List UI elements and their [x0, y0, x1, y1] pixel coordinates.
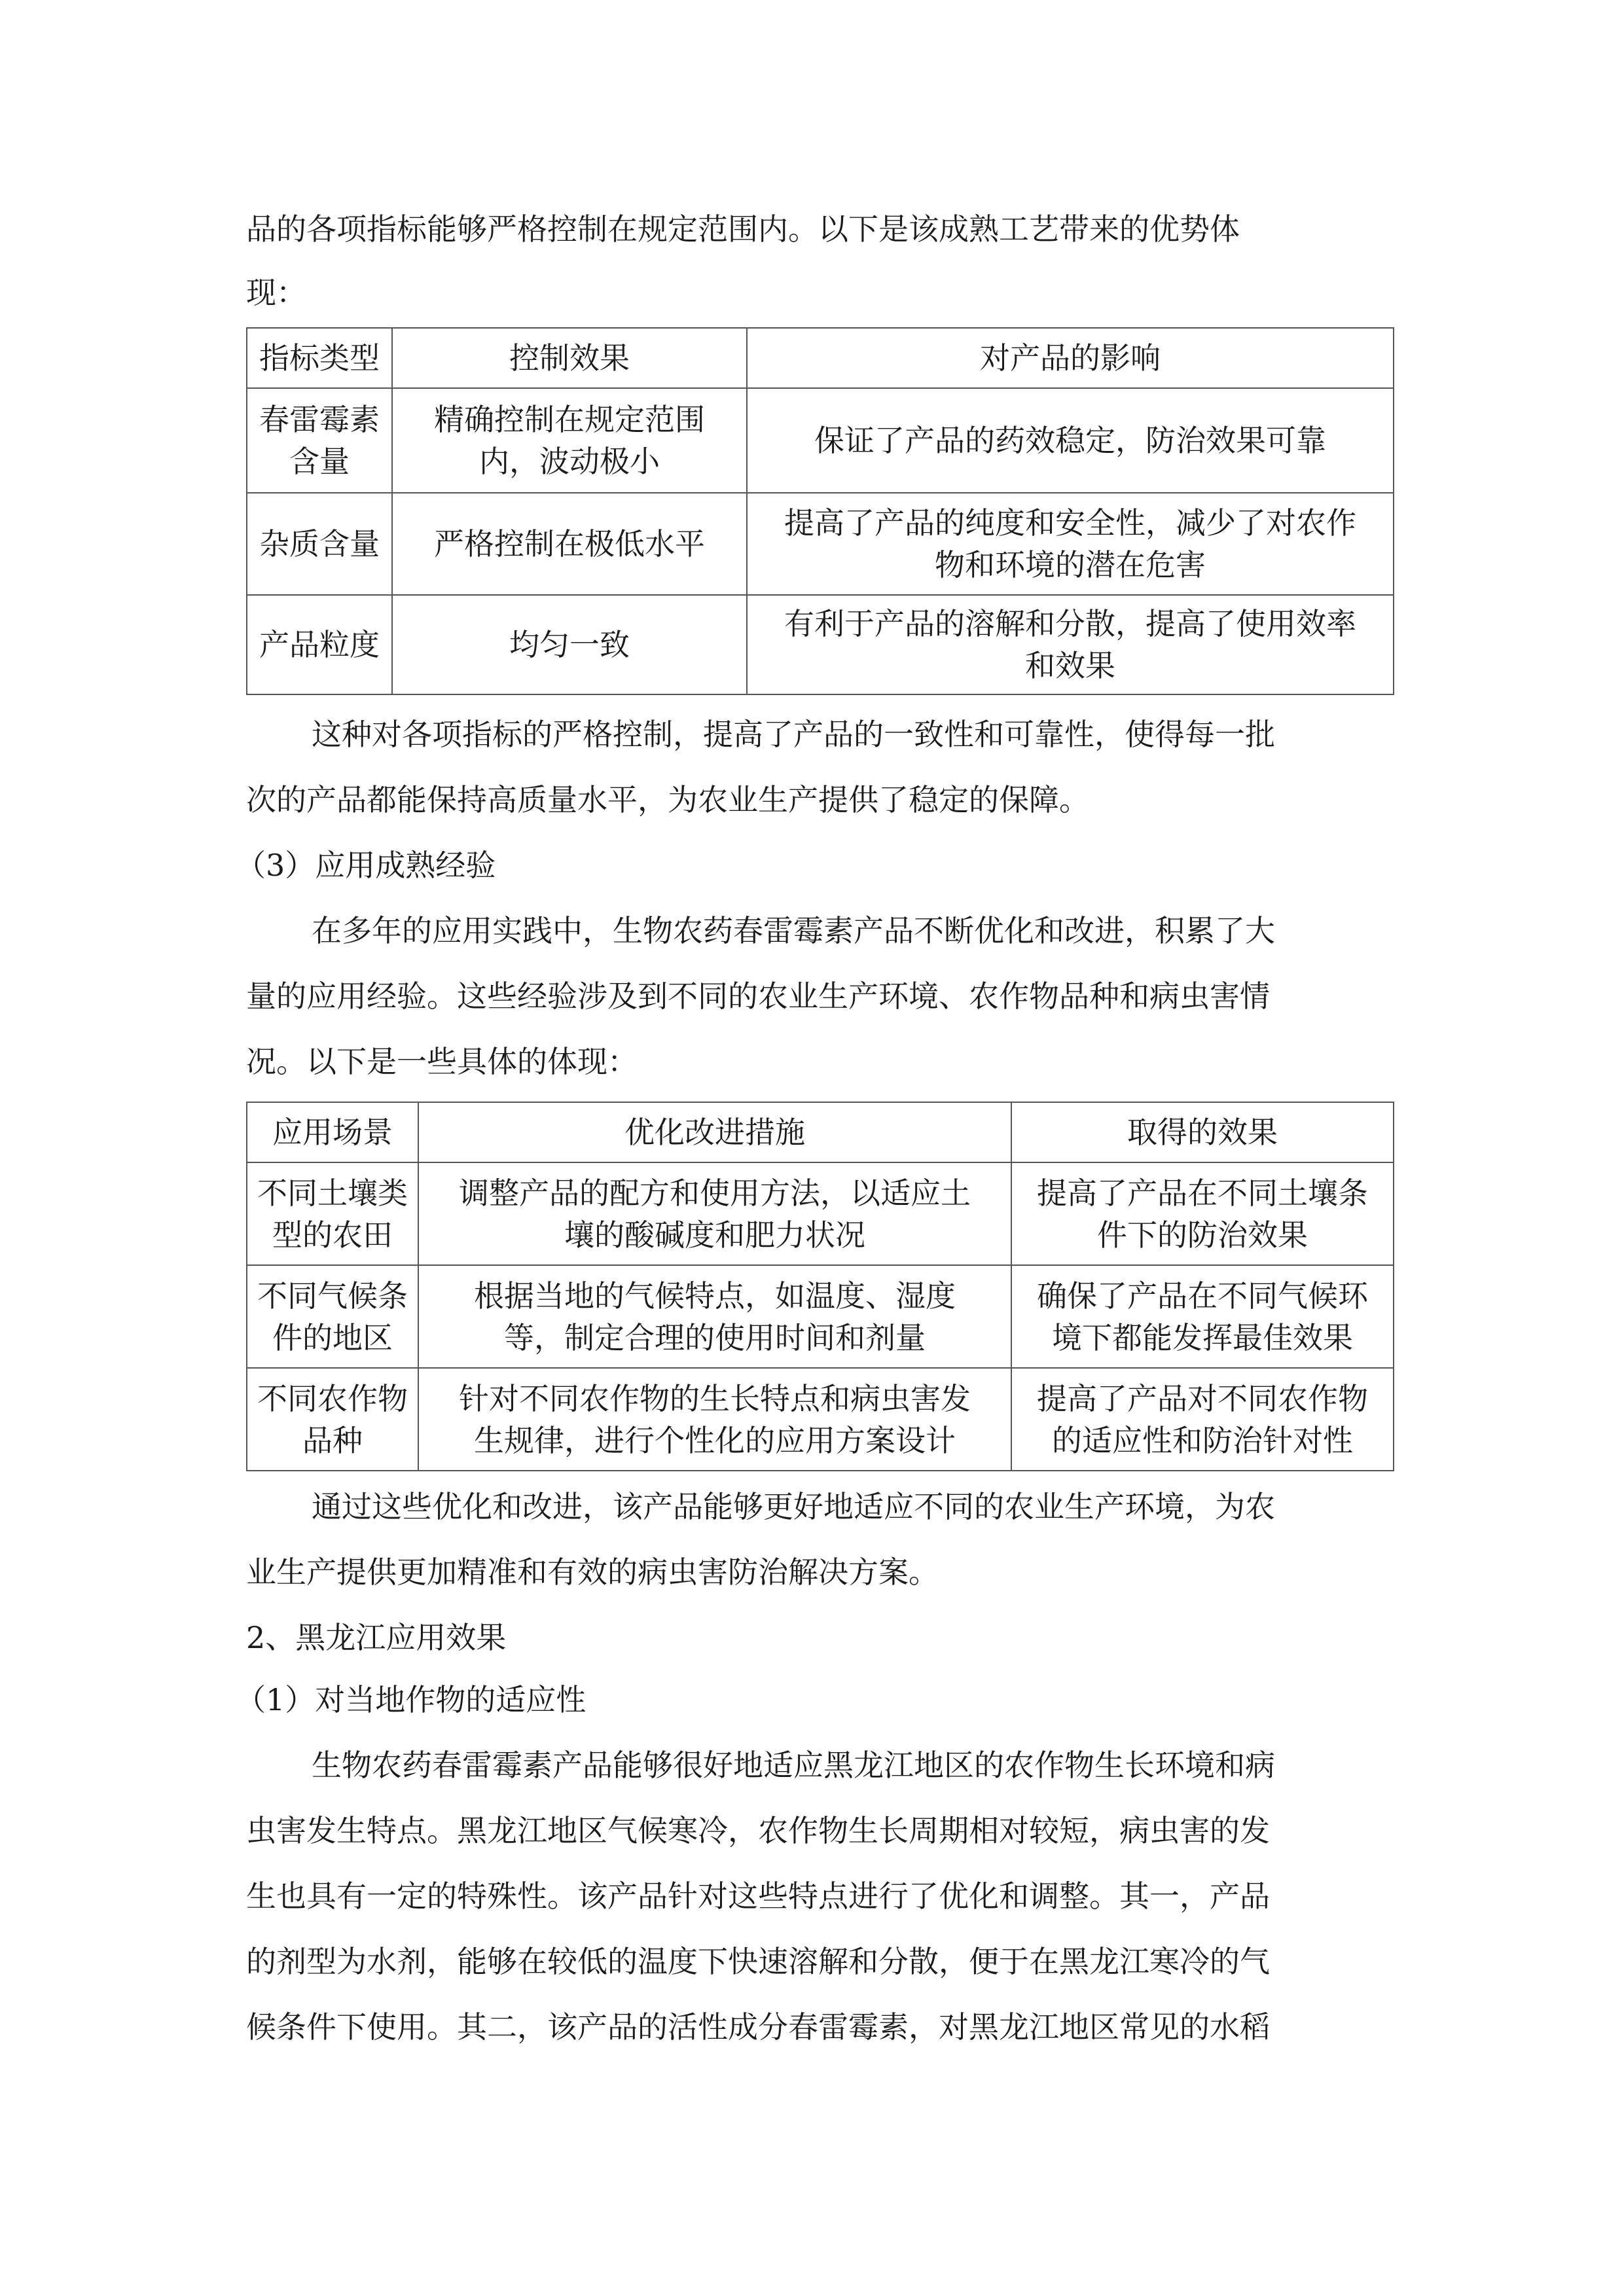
intro-line-1: 品的各项指标能够严格控制在规定范围内。以下是该成熟工艺带来的优势体: [246, 211, 1240, 247]
paragraph-line: 虫害发生特点。黑龙江地区气候寒冷，农作物生长周期相对较短，病虫害的发: [246, 1813, 1270, 1848]
header-cell: 控制效果: [392, 328, 747, 388]
paragraph-line: 通过这些优化和改进，该产品能够更好地适应不同的农业生产环境，为农: [312, 1489, 1275, 1524]
table-cell: 不同气候条 件的地区: [247, 1265, 418, 1368]
paragraph-line: 况。以下是一些具体的体现：: [246, 1044, 638, 1079]
table-row: [247, 1265, 1394, 1368]
table-cell: 杂质含量: [247, 493, 392, 595]
header-cell: 对产品的影响: [747, 328, 1394, 388]
table-cell: 提高了产品在不同土壤条 件下的防治效果: [1011, 1162, 1394, 1265]
table-row: [247, 1368, 1394, 1471]
table-cell: 产品粒度: [247, 595, 392, 694]
application-table: [246, 1102, 1394, 1471]
table-header-row: [247, 1102, 1394, 1162]
section-title: （1）对当地作物的适应性: [236, 1682, 586, 1717]
table-cell: 不同土壤类 型的农田: [247, 1162, 418, 1265]
table-row: [247, 595, 1394, 694]
table-row: [247, 388, 1394, 493]
table-header-row: [247, 328, 1394, 388]
table-cell: 确保了产品在不同气候环 境下都能发挥最佳效果: [1011, 1265, 1394, 1368]
paragraph-line: 业生产提供更加精准和有效的病虫害防治解决方案。: [246, 1554, 939, 1590]
table-cell: 针对不同农作物的生长特点和病虫害发 生规律，进行个性化的应用方案设计: [418, 1368, 1011, 1471]
paragraph-line: 生也具有一定的特殊性。该产品针对这些特点进行了优化和调整。其一，产品: [246, 1878, 1270, 1914]
paragraph-line: 候条件下使用。其二，该产品的活性成分春雷霉素，对黑龙江地区常见的水稻: [246, 2009, 1270, 2045]
table-row: [247, 1162, 1394, 1265]
header-cell: 取得的效果: [1011, 1102, 1394, 1162]
paragraph-line: 生物农药春雷霉素产品能够很好地适应黑龙江地区的农作物生长环境和病: [312, 1748, 1275, 1783]
paragraph-line: 在多年的应用实践中，生物农药春雷霉素产品不断优化和改进，积累了大: [312, 913, 1275, 948]
table-cell: 提高了产品对不同农作物 的适应性和防治针对性: [1011, 1368, 1394, 1471]
header-cell: 优化改进措施: [418, 1102, 1011, 1162]
paragraph-line: 量的应用经验。这些经验涉及到不同的农业生产环境、农作物品种和病虫害情: [246, 978, 1270, 1014]
paragraph-line: 这种对各项指标的严格控制，提高了产品的一致性和可靠性，使得每一批: [312, 717, 1275, 752]
table-cell: 根据当地的气候特点，如温度、湿度 等，制定合理的使用时间和剂量: [418, 1265, 1011, 1368]
table-cell: 有利于产品的溶解和分散，提高了使用效率 和效果: [747, 595, 1394, 694]
table-cell: 保证了产品的药效稳定，防治效果可靠: [747, 388, 1394, 493]
table-cell: 精确控制在规定范围 内，波动极小: [392, 388, 747, 493]
table-cell: 春雷霉素 含量: [247, 388, 392, 493]
section-title: （3）应用成熟经验: [236, 848, 496, 883]
paragraph-line: 的剂型为水剂，能够在较低的温度下快速溶解和分散，便于在黑龙江寒冷的气: [246, 1944, 1270, 1979]
table-cell: 严格控制在极低水平: [392, 493, 747, 595]
indicator-table: [246, 327, 1394, 695]
table-cell: 不同农作物 品种: [247, 1368, 418, 1471]
table-cell: 均匀一致: [392, 595, 747, 694]
table-cell: 提高了产品的纯度和安全性，减少了对农作 物和环境的潜在危害: [747, 493, 1394, 595]
section-heading: 2、黑龙江应用效果: [246, 1620, 507, 1655]
table-cell: 调整产品的配方和使用方法，以适应土 壤的酸碱度和肥力状况: [418, 1162, 1011, 1265]
paragraph-line: 次的产品都能保持高质量水平，为农业生产提供了稳定的保障。: [246, 782, 1089, 817]
header-cell: 应用场景: [247, 1102, 418, 1162]
intro-line-2: 现：: [246, 275, 306, 310]
table-row: [247, 493, 1394, 595]
header-cell: 指标类型: [247, 328, 392, 388]
